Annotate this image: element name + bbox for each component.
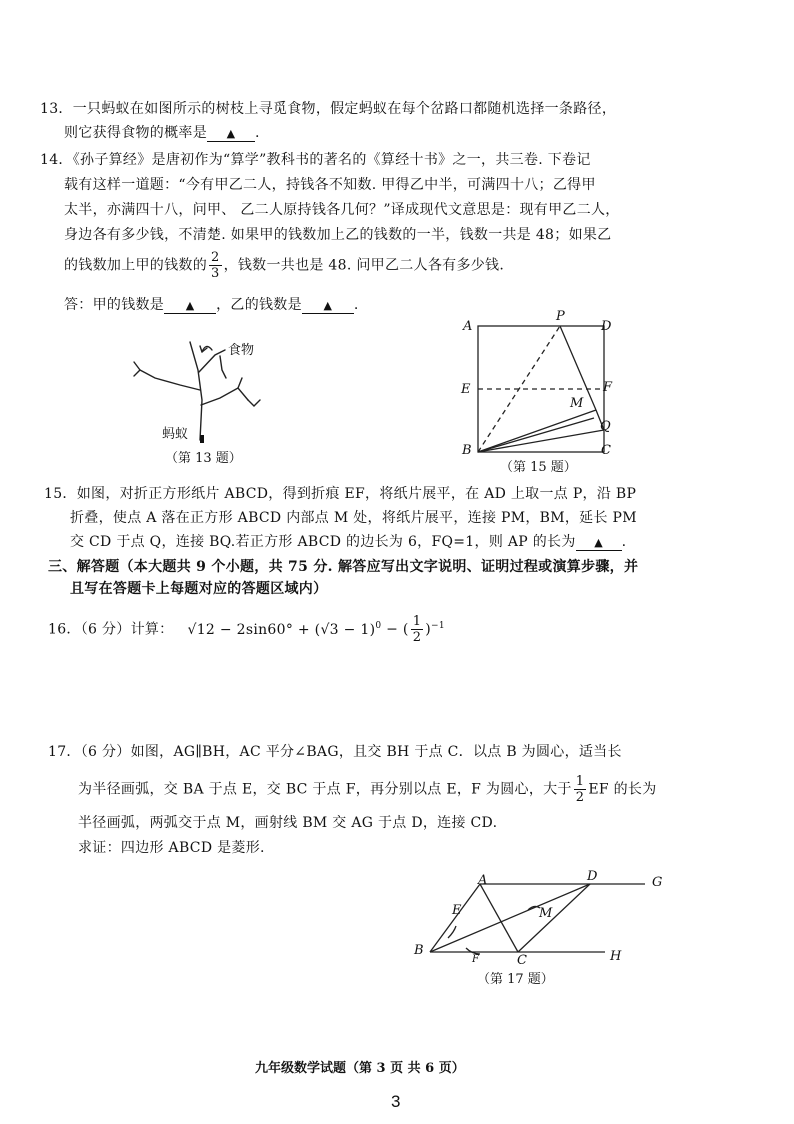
label-H-17: H <box>610 949 622 964</box>
ray-BM <box>430 884 590 952</box>
label-M-17: M <box>539 906 553 921</box>
q13-text-2: 则它获得食物的概率是 <box>64 125 207 141</box>
q14-answer-blank-1 <box>164 297 216 314</box>
figure-13-ant-label: 蚂蚁 <box>162 427 189 442</box>
label-C: C <box>601 443 611 458</box>
label-E-17: E <box>452 903 462 918</box>
section-3-heading-2 <box>70 578 327 598</box>
q14-answer-blank-2 <box>302 297 354 314</box>
tree-twig-left <box>134 362 140 370</box>
q14-text-5-end: ，钱数一共也是 48. 问甲乙二人各有多少钱. <box>223 257 505 274</box>
section-3-text-2: 且写在答题卡上每题对应的答题区域内） <box>70 581 328 597</box>
label-G-17: G <box>652 875 663 890</box>
fraction-numerator: 2 <box>211 250 220 265</box>
answer-triangle-icon: ▲ <box>323 299 333 312</box>
q16-expression-part-3: ) <box>425 621 432 638</box>
fraction-denominator: 2 <box>412 630 422 645</box>
tree-twig-right-b <box>248 400 260 406</box>
label-P: P <box>556 309 565 324</box>
fraction-two-thirds <box>209 250 222 281</box>
q16-exponent-negative-one: −1 <box>431 620 445 631</box>
fraction-numerator: 1 <box>412 614 422 629</box>
q17-number: 17． <box>48 744 81 760</box>
q14-text-4: 身边各有多少钱，不清楚. 如果甲的钱数加上乙的钱数的一半，钱数一共是 48；如果乙 <box>64 227 612 243</box>
arc-E <box>448 926 456 938</box>
q17-text-4: 求证：四边形 ABCD 是菱形. <box>78 840 265 856</box>
answer-triangle-icon: ▲ <box>185 299 195 312</box>
q16-exponent-zero: 0 <box>375 620 382 631</box>
label-M: M <box>570 396 584 411</box>
q13-line1 <box>40 98 616 118</box>
q14-line5 <box>64 250 504 281</box>
section-3-heading <box>48 556 638 576</box>
q16-label: （6 分）计算： <box>80 621 174 638</box>
label-B: B <box>462 443 472 458</box>
section-3-text-1: 三、解答题（本大题共 9 个小题，共 75 分. 解答应写出文字说明、证明过程或演算步骤，并 <box>48 559 639 575</box>
q13-text-1: 一只蚂蚁在如图所示的树枝上寻觅食物，假定蚂蚁在每个岔路口都随机选择一条路径， <box>72 101 617 117</box>
q14-line1 <box>40 149 591 169</box>
q17-line3 <box>78 812 497 832</box>
q14-line4 <box>64 224 611 244</box>
q14-text-2: 载有这样一道题：“今有甲乙二人，持钱各不知数. 甲得乙中半，可满四十八；乙得甲 <box>64 177 596 193</box>
q13-answer-blank <box>207 125 255 142</box>
label-D: D <box>601 319 612 334</box>
figure-15-square <box>460 310 620 460</box>
q14-text-1: 《孙子算经》是唐初作为“算学”教科书的著名的《算经十书》之一，共三卷. 下卷记 <box>72 152 591 168</box>
q17-line1 <box>48 741 622 761</box>
q14-answer-mid: ，乙的钱数是 <box>216 297 302 313</box>
side-CD <box>518 884 590 952</box>
q15-text-1: 如图，对折正方形纸片 ABCD，得到折痕 EF，将纸片展平，在 AD 上取一点 P，沿 BP <box>76 486 637 502</box>
q16-expression-part-1: √12 − 2sin60° + (√3 − 1) <box>187 621 376 638</box>
q13-line2 <box>64 122 260 142</box>
q15-text-3: 交 CD 于点 Q，连接 BQ.若正方形 ABCD 的边长为 6，FQ=1，则 AP 的长为 <box>70 534 576 550</box>
answer-triangle-icon: ▲ <box>594 536 604 549</box>
q13-number: 13． <box>40 101 73 117</box>
q17-text-2: 为半径画弧，交 BA 于点 E，交 BC 于点 F，再分别以点 E，F 为圆心，大于 <box>78 781 572 798</box>
answer-triangle-icon: ▲ <box>226 127 236 140</box>
figure-15-caption: （第 15 题） <box>500 460 577 475</box>
label-Q: Q <box>600 419 611 434</box>
q13-text-2-end: . <box>255 125 260 141</box>
tree-branch-right <box>201 388 248 405</box>
q16-line <box>48 614 445 645</box>
q14-text-3: 太半，亦满四十八，问甲、 乙二人原持钱各几何？”译成现代文意思是：现有甲乙二人， <box>64 202 620 218</box>
q17-text-1: （6 分）如图，AG∥BH，AC 平分∠BAG，且交 BH 于点 C．以点 B 为圆心，适当长 <box>80 744 622 760</box>
diagonal-AC <box>480 884 518 952</box>
q15-line2 <box>70 507 637 527</box>
label-F-17: F <box>472 954 479 965</box>
label-F: F <box>603 380 613 395</box>
q16-expression-part-2: − ( <box>381 621 409 638</box>
tree-twig-upper <box>220 356 226 378</box>
fraction-denominator: 2 <box>575 790 585 805</box>
tree-branch-left <box>134 370 200 390</box>
label-A: A <box>463 319 473 334</box>
q15-answer-blank <box>576 534 622 551</box>
q17-text-2-end: EF 的长为 <box>588 781 657 798</box>
q14-line2 <box>64 174 596 194</box>
q17-text-3: 半径画弧，两弧交于点 M，画射线 BM 交 AG 于点 D，连接 CD. <box>78 815 498 831</box>
q16-number: 16． <box>48 621 81 638</box>
page-number: 3 <box>391 1092 401 1111</box>
q15-number: 15． <box>44 486 77 502</box>
tree-twig-right-a <box>238 378 242 388</box>
q14-number: 14． <box>40 152 73 168</box>
q15-line3 <box>70 531 626 551</box>
label-E: E <box>461 382 471 397</box>
q14-answer-post: . <box>353 297 359 313</box>
segment-BM <box>478 410 596 452</box>
q14-answer-pre: 答：甲的钱数是 <box>64 297 165 313</box>
q14-line3 <box>64 199 620 219</box>
q15-text-2: 折叠，使点 A 落在正方形 ABCD 内部点 M 处，将纸片展平，连接 PM，BM，延长 PM <box>70 510 637 526</box>
q15-text-3-end: . <box>621 534 627 550</box>
page-footer: 九年级数学试题（第 3 页 共 6 页） <box>255 1061 465 1076</box>
q15-line1 <box>44 483 636 503</box>
fraction-numerator: 1 <box>575 774 585 789</box>
fraction-denominator: 3 <box>211 266 220 281</box>
q17-line4 <box>78 837 265 857</box>
label-A-17: A <box>478 873 488 888</box>
figure-13-caption: （第 13 题） <box>165 451 242 466</box>
label-D-17: D <box>587 869 598 884</box>
q14-text-5: 的钱数加上甲的钱数的 <box>64 257 207 274</box>
figure-13-food-label: 食物 <box>228 343 255 358</box>
q17-line2 <box>78 774 657 805</box>
tree-trunk <box>190 342 202 440</box>
figure-17-caption: （第 17 题） <box>477 972 554 987</box>
q14-answer-line <box>64 294 359 314</box>
fraction-one-half <box>411 614 424 645</box>
fraction-one-half-q17 <box>574 774 587 805</box>
label-C-17: C <box>517 953 527 968</box>
label-B-17: B <box>414 943 424 958</box>
